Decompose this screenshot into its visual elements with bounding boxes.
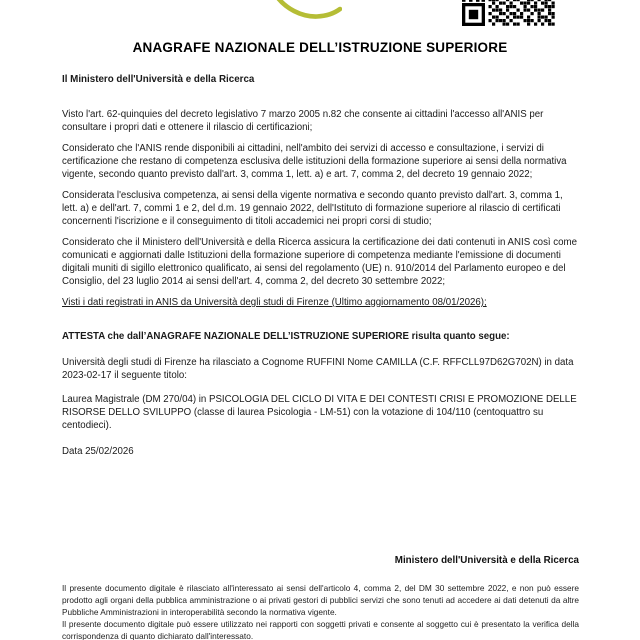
preamble-paragraph: Considerato che il Ministero dell'Università e della Ricerca assicura la certificazione dei dati contenuti in ANIS così come comunicati e aggiornati dalle Istituzioni della formazione superiore di competenza mediante l'emissione di documenti digitali muniti di sigillo elettronico qualificato, ai sensi del regolamento (UE) n. 910/2014 del Parlamento europeo e del Consiglio, del 23 luglio 2014 ai sensi dell'art. 4, comma 2, del decreto 30 settembre 2022;: [62, 237, 577, 287]
footnote-paragraph: Il presente documento digitale può essere utilizzato nei rapporti con soggetti privati e consente al soggetto cui è presentato la verifica della corrispondenza di quanto dichiarato dall'interessato.: [62, 618, 579, 640]
footnote-paragraph: Il presente documento digitale è rilasciato all'interessato ai sensi dell'articolo 4, comma 2, del DM 30 settembre 2022, e non può essere prodotto agli organi della pubblica amministrazione o ai privati gestori di pubblici servizi che sono tenuti ad accedere ai dati detenuti da altre Pubbliche Amministrazioni in interoperabilità secondo la normativa vigente.: [62, 583, 579, 617]
page-title: ANAGRAFE NAZIONALE DELL’ISTRUZIONE SUPERIORE: [132, 40, 508, 55]
date-line: Data 25/02/2026: [62, 446, 134, 457]
statement-paragraph: Laurea Magistrale (DM 270/04) in PSICOLOGIA DEL CICLO DI VITA E DEI CONTESTI CRISI E PROMOZIONE DELLE RISORSE DELLO SVILUPPO (classe di laurea Psicologia - LM-51) con la votazione di 104/110 (centoquattro su centodieci).: [62, 394, 577, 431]
document-body: [62, 73, 579, 458]
preamble-paragraph: Visto l'art. 62-quinquies del decreto legislativo 7 marzo 2005 n.82 che consente ai cittadini l'accesso all'ANIS per consultare i propri dati e ottenere il rilascio di certificazioni;: [62, 109, 544, 133]
mur-logo-arc-icon: [272, 0, 342, 20]
data-source-line: Visti i dati registrati in ANIS da Università degli studi di Firenze (Ultimo aggiornamento 08/01/2026);: [62, 297, 487, 308]
legal-footnote: [62, 583, 579, 640]
ministry-signature: Ministero dell'Università e della Ricerca: [394, 555, 579, 566]
issuer-header: Il Ministero dell'Università e della Ricerca: [62, 74, 255, 85]
preamble-paragraph: Considerata l'esclusiva competenza, ai sensi della vigente normativa e secondo quanto previsto dall'art. 3, comma 1, lett. a) e dell'art. 7, commi 1 e 2, del d.m. 19 gennaio 2022, dell'Istituto di formazione superiore al rilascio di certificati concernenti l'iscrizione e il conseguimento di titoli accademici nei propri corsi di studio;: [62, 190, 563, 227]
qr-code-icon: [462, 0, 556, 26]
statement-paragraph: Università degli studi di Firenze ha rilasciato a Cognome RUFFINI Nome CAMILLA (C.F. RFFCLL97D62G702N) in data 2023-02-17 il seguente titolo:: [62, 357, 574, 381]
attestation-line: ATTESTA che dall’ANAGRAFE NAZIONALE DELL’ISTRUZIONE SUPERIORE risulta quanto segue:: [62, 331, 510, 342]
preamble-paragraph: Considerato che l'ANIS rende disponibili ai cittadini, nell'ambito dei servizi di accesso e consultazione, i servizi di certificazione che restano di competenza esclusiva delle istituzioni della formazione superiore ai sensi della normativa vigente, secondo quanto previsto dall'art. 3, comma 1, lett. a) e art. 7, comma 2, del decreto 19 gennaio 2022;: [62, 143, 567, 180]
